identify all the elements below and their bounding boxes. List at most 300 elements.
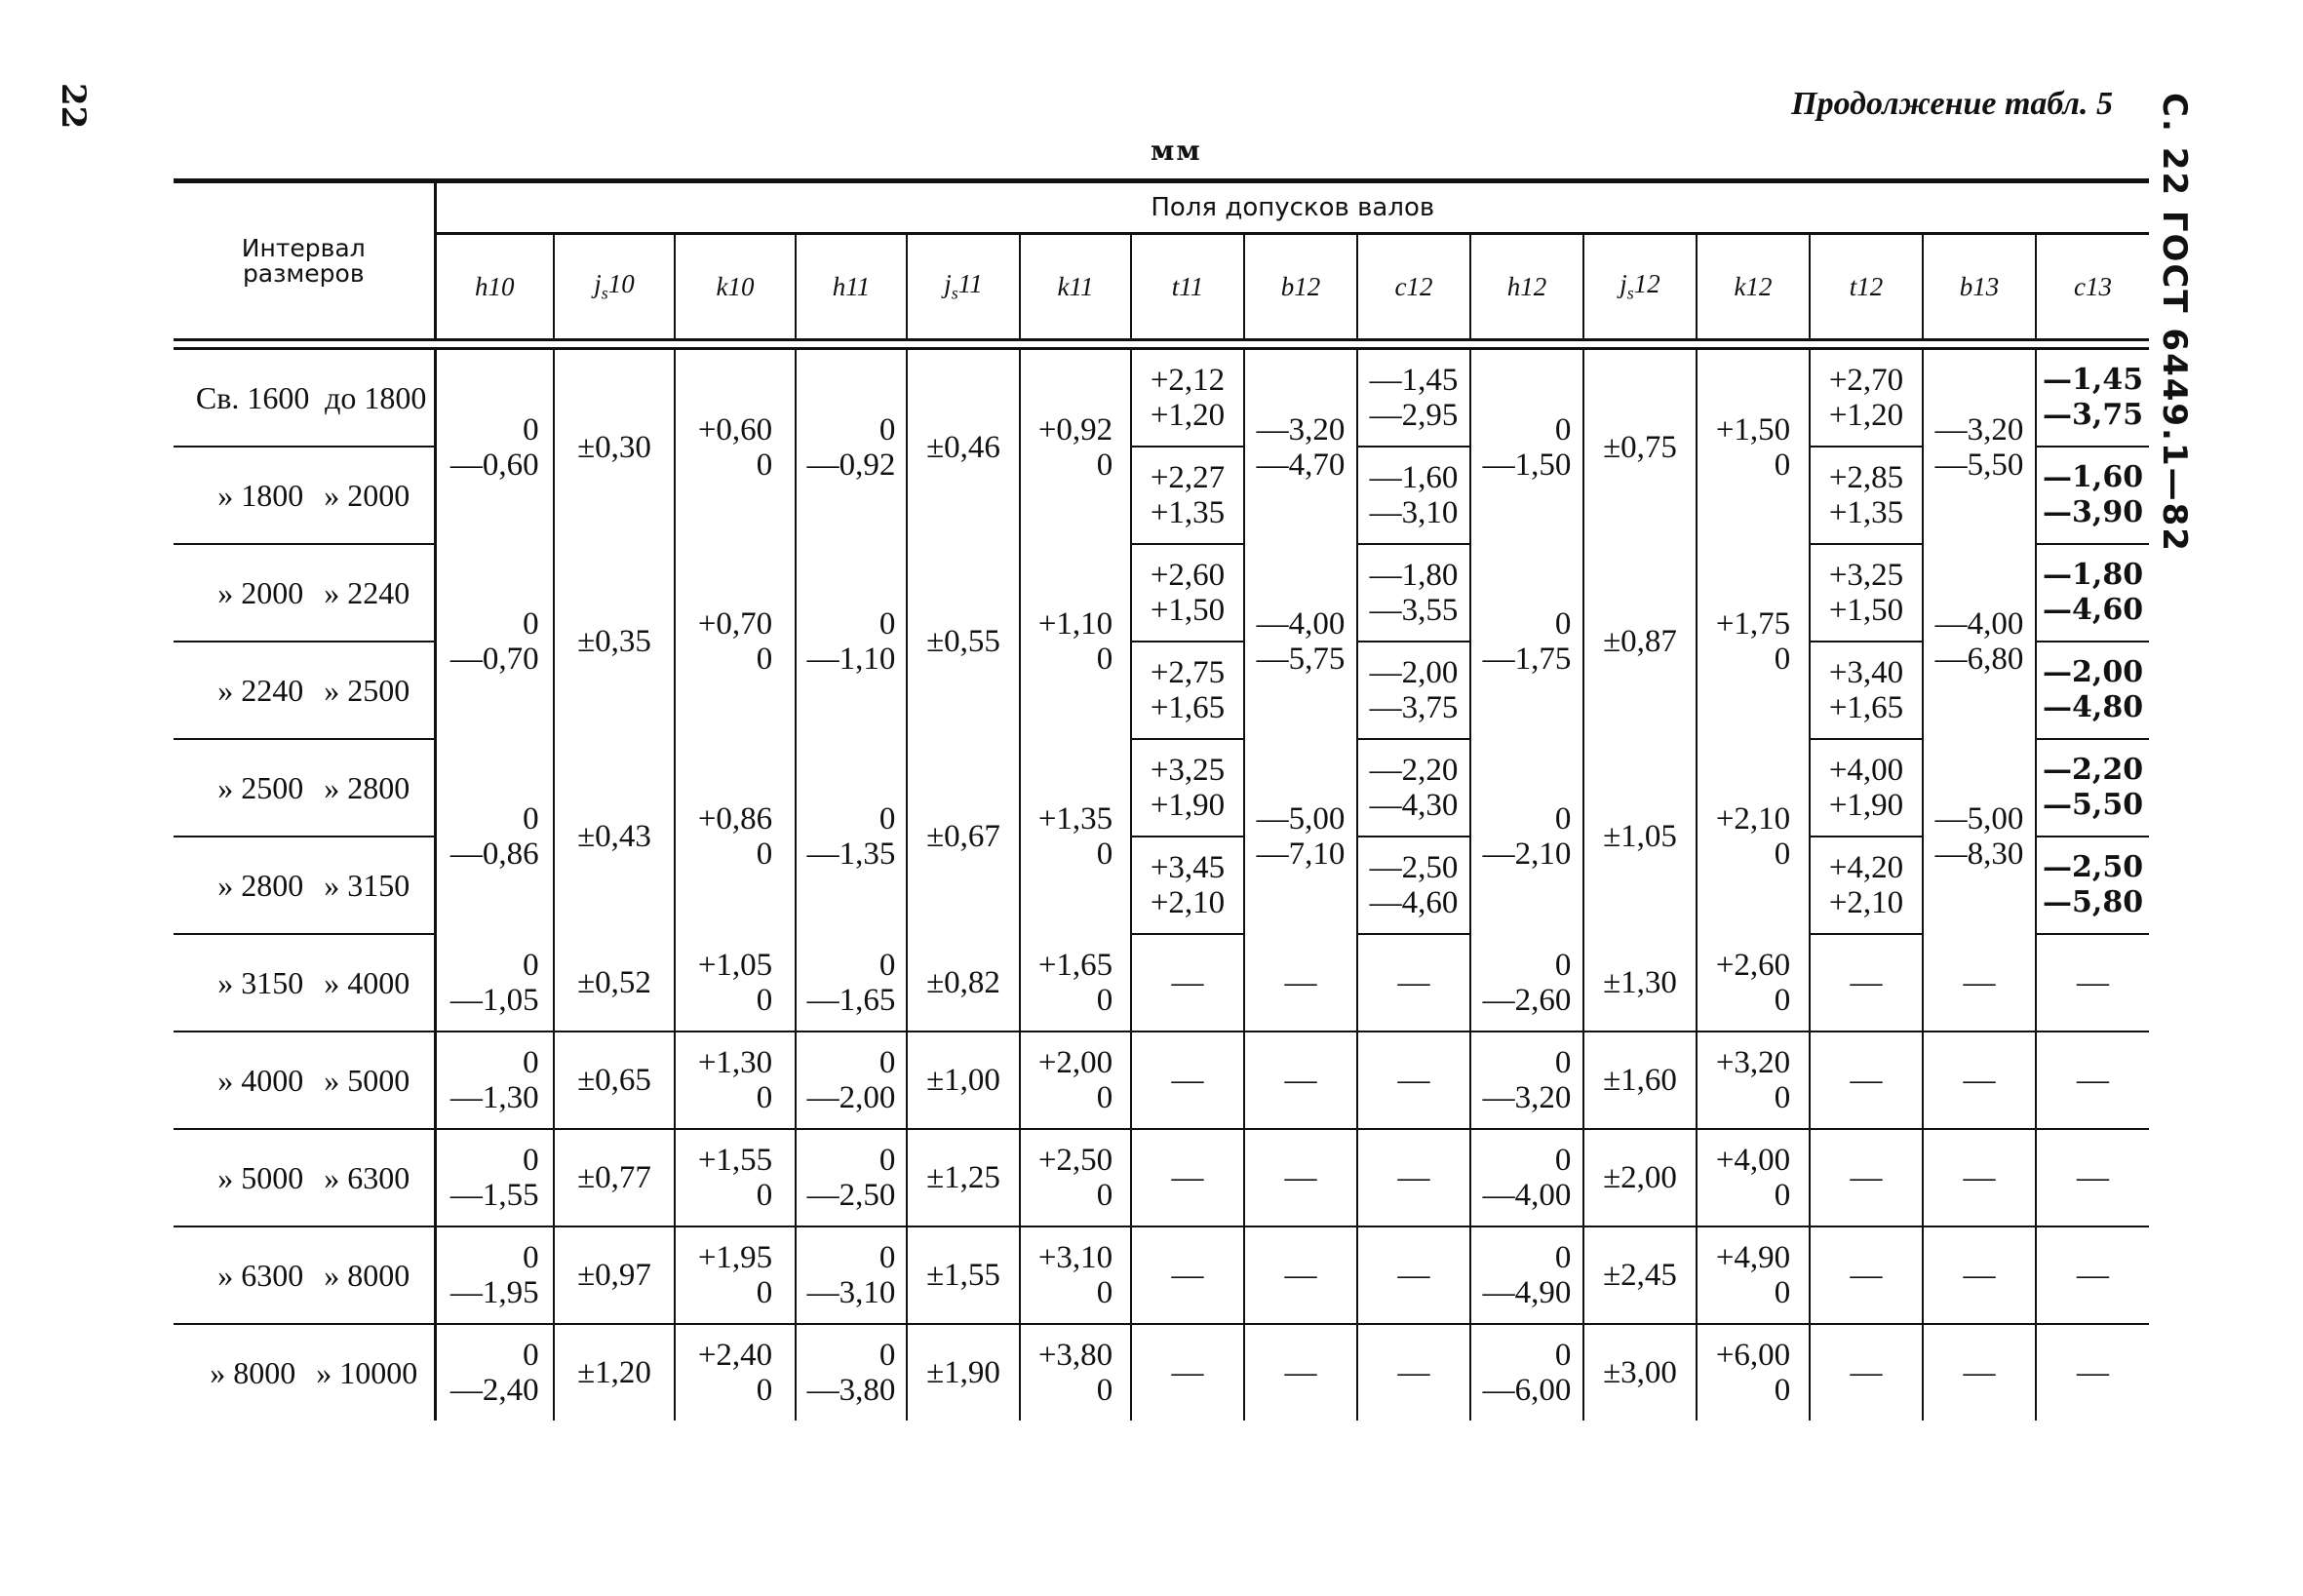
- cell-k12-value-line-1: +1,50: [1715, 411, 1791, 448]
- column-header-k11: k11: [1020, 234, 1131, 340]
- cell-k10-value-line-2: 0: [756, 1373, 773, 1408]
- cell-k12-value: [1716, 1143, 1790, 1213]
- cell-k12-value: [1716, 1338, 1790, 1408]
- cell-k11: [1020, 739, 1131, 934]
- cell-h12-value-line-2: —6,00: [1482, 1373, 1572, 1408]
- cell-k11-value-line-2: 0: [1096, 1275, 1113, 1310]
- interval-header-line-1: Интервал: [241, 233, 366, 262]
- cell-h10-value-line-2: —1,95: [449, 1275, 539, 1310]
- cell-js12: ±1,60: [1583, 1032, 1697, 1129]
- cell-h10: [435, 544, 554, 739]
- column-header-b12: b12: [1244, 234, 1357, 340]
- cell-h11-value: [807, 1240, 896, 1310]
- size-interval: [174, 739, 435, 837]
- cell-h12-value-line-2: —1,50: [1482, 447, 1572, 483]
- size-interval-to: » 5000: [324, 1062, 410, 1098]
- cell-h12-value: [1483, 1338, 1572, 1408]
- cell-c12-upper-value-line-2: —3,55: [1369, 593, 1459, 628]
- cell-h12-value: [1483, 412, 1572, 483]
- cell-js11: ±1,00: [907, 1032, 1020, 1129]
- cell-t12: —: [1810, 934, 1923, 1032]
- cell-k11-value: [1038, 948, 1112, 1018]
- cell-t11-upper-value-line-2: +1,50: [1150, 593, 1226, 628]
- column-header-k12: k12: [1697, 234, 1810, 340]
- size-interval-from: » 1800: [217, 477, 304, 513]
- cell-k11-value-line-2: 0: [1096, 1373, 1113, 1408]
- cell-js12: ±0,75: [1583, 349, 1697, 545]
- cell-c13-upper-value-line-1: —1,45: [2043, 363, 2144, 397]
- cell-k11: [1020, 544, 1131, 739]
- cell-b13: [1923, 544, 2036, 739]
- size-interval: [174, 349, 435, 448]
- cell-t12-lower-value-line-2: +2,10: [1828, 885, 1904, 920]
- cell-c12-lower-value-line-1: —1,60: [1369, 460, 1459, 495]
- cell-h12-value-line-2: —4,00: [1482, 1178, 1572, 1213]
- cell-h11: [796, 1032, 907, 1129]
- cell-c13-lower-value: [2043, 850, 2143, 920]
- cell-k12-value: [1716, 1240, 1790, 1310]
- cell-h10-value-line-1: 0: [523, 1143, 539, 1178]
- cell-t12-lower-value-line-2: +1,65: [1828, 690, 1904, 725]
- cell-k12-value-line-1: +3,20: [1715, 1045, 1791, 1080]
- cell-k10-value-line-1: +1,05: [697, 947, 773, 983]
- cell-h10-value-line-2: —1,55: [449, 1178, 539, 1213]
- cell-k12-value-line-1: +2,60: [1715, 947, 1791, 983]
- cell-t12-lower-value: [1829, 850, 1903, 920]
- cell-t11-lower-value-line-2: +1,35: [1150, 495, 1226, 530]
- cell-b12: —: [1244, 934, 1357, 1032]
- cell-b13: —: [1923, 1226, 2036, 1324]
- cell-h12-value: [1483, 1143, 1572, 1213]
- cell-b13-value: [1935, 606, 2024, 677]
- cell-h10: [435, 1032, 554, 1129]
- cell-t12-lower-value-line-1: +3,40: [1828, 655, 1904, 690]
- cell-k12-value-line-2: 0: [1774, 1178, 1791, 1213]
- cell-c12-lower-value-line-2: —4,60: [1369, 885, 1459, 920]
- cell-k10-value-line-2: 0: [756, 447, 773, 483]
- cell-k11-value-line-1: +0,92: [1037, 411, 1113, 448]
- cell-t11-upper: [1131, 349, 1244, 448]
- cell-k12-value-line-2: 0: [1774, 837, 1791, 872]
- cell-k10: [675, 934, 796, 1032]
- cell-b12: [1244, 739, 1357, 934]
- cell-k11-value-line-2: 0: [1096, 982, 1113, 1018]
- cell-h12-value-line-2: —2,10: [1482, 837, 1572, 872]
- cell-js10: ±0,30: [554, 349, 675, 545]
- cell-h12: [1470, 1226, 1583, 1324]
- cell-k12: [1697, 1129, 1810, 1226]
- cell-h12-value-line-1: 0: [1554, 1045, 1572, 1080]
- cell-h11-value-line-2: —1,35: [806, 837, 896, 872]
- cell-c13-upper-value-line-1: —1,80: [2043, 558, 2144, 592]
- cell-h10-value-line-1: 0: [523, 411, 539, 448]
- cell-h11: [796, 349, 907, 545]
- cell-k10: [675, 544, 796, 739]
- cell-k10-value-line-1: +0,86: [697, 801, 773, 837]
- cell-k12: [1697, 1226, 1810, 1324]
- cell-c13-lower-value-line-1: —2,00: [2043, 655, 2144, 689]
- column-header-k10: k10: [675, 234, 796, 340]
- cell-h11-value-line-1: 0: [878, 1338, 896, 1373]
- cell-js10: ±0,43: [554, 739, 675, 934]
- column-header-h10: h10: [475, 271, 515, 301]
- cell-b12-value: [1257, 412, 1346, 483]
- cell-h11-value: [807, 1338, 896, 1408]
- cell-c13-upper-value-line-2: —5,50: [2043, 788, 2144, 822]
- cell-b12: —: [1244, 1226, 1357, 1324]
- table-row: [174, 349, 2149, 448]
- cell-t11-upper: [1131, 739, 1244, 837]
- cell-h10-value: [450, 1143, 539, 1213]
- column-header-js12: $j_s12$: [1583, 234, 1697, 340]
- cell-c13-upper: [2036, 349, 2149, 448]
- cell-c13-lower-value: [2043, 655, 2143, 725]
- cell-k11-value-line-1: +3,80: [1037, 1338, 1113, 1373]
- cell-k11-value-line-1: +1,10: [1037, 606, 1113, 642]
- size-interval-from: » 6300: [217, 1257, 304, 1293]
- cell-h12: [1470, 934, 1583, 1032]
- cell-b12-value-line-1: —3,20: [1256, 411, 1346, 448]
- cell-h11-value: [807, 1045, 896, 1115]
- column-header-row: [174, 234, 2149, 340]
- cell-c13-upper: [2036, 739, 2149, 837]
- size-interval-to: до 1800: [325, 379, 427, 415]
- cell-c13-lower: [2036, 447, 2149, 544]
- cell-c13: —: [2036, 1226, 2149, 1324]
- cell-k11: [1020, 349, 1131, 545]
- cell-t11-lower-value-line-2: +2,10: [1150, 885, 1226, 920]
- cell-h11-value: [807, 1143, 896, 1213]
- size-interval: [174, 934, 435, 1032]
- size-interval-from: » 8000: [210, 1354, 296, 1390]
- column-header-b13: b13: [1923, 234, 2036, 340]
- cell-js12: ±2,00: [1583, 1129, 1697, 1226]
- cell-t12: —: [1810, 1324, 1923, 1421]
- cell-h11-value-line-1: 0: [878, 606, 896, 642]
- size-interval-from: » 2500: [217, 769, 304, 805]
- column-header-c12: c12: [1357, 234, 1470, 340]
- cell-b13: [1923, 349, 2036, 545]
- cell-c13-lower-value-line-1: —2,50: [2043, 850, 2144, 884]
- cell-c13-lower-value-line-1: —1,60: [2043, 460, 2144, 494]
- cell-js11: ±0,82: [907, 934, 1020, 1032]
- size-interval-from: » 2800: [217, 867, 304, 903]
- cell-t11-upper: [1131, 544, 1244, 642]
- size-interval: [174, 1032, 435, 1129]
- document-side-title: С. 22 ГОСТ 6449.1—82: [2155, 93, 2194, 553]
- cell-t12: —: [1810, 1032, 1923, 1129]
- cell-k12-value-line-1: +1,75: [1715, 606, 1791, 642]
- cell-h12: [1470, 1324, 1583, 1421]
- cell-h10-value-line-2: —0,60: [449, 447, 539, 483]
- size-interval-to: » 3150: [324, 867, 410, 903]
- cell-t12-lower-value-line-1: +2,85: [1828, 460, 1904, 495]
- cell-k11-value-line-1: +2,50: [1037, 1143, 1113, 1178]
- cell-h12-value-line-2: —3,20: [1482, 1080, 1572, 1115]
- cell-b12-value-line-2: —7,10: [1256, 837, 1346, 872]
- cell-h11-value-line-2: —0,92: [806, 447, 896, 483]
- cell-k12-value-line-2: 0: [1774, 447, 1791, 483]
- cell-t12-lower-value: [1829, 460, 1903, 530]
- cell-c13: —: [2036, 1032, 2149, 1129]
- cell-js10: ±0,65: [554, 1032, 675, 1129]
- cell-t12-lower-value-line-2: +1,35: [1828, 495, 1904, 530]
- cell-k12-value-line-2: 0: [1774, 982, 1791, 1018]
- cell-h12: [1470, 1129, 1583, 1226]
- size-interval: [174, 1324, 435, 1421]
- cell-t12-upper-value-line-1: +3,25: [1828, 558, 1904, 593]
- cell-h10: [435, 739, 554, 934]
- size-interval: [174, 447, 435, 544]
- cell-h12: [1470, 1032, 1583, 1129]
- cell-k10-value: [698, 948, 772, 1018]
- cell-k11: [1020, 1129, 1131, 1226]
- column-header-h11: h11: [796, 234, 907, 340]
- cell-t11: —: [1131, 1324, 1244, 1421]
- cell-h12-value-line-1: 0: [1554, 1338, 1572, 1373]
- cell-t11-upper-value-line-2: +1,20: [1150, 398, 1226, 433]
- cell-c13-upper-value-line-1: —2,20: [2043, 753, 2144, 787]
- cell-b12: —: [1244, 1032, 1357, 1129]
- cell-h12-value-line-1: 0: [1554, 1143, 1572, 1178]
- tolerance-table: [174, 178, 2149, 1421]
- cell-js12: ±2,45: [1583, 1226, 1697, 1324]
- cell-c12-lower-value-line-1: —2,50: [1369, 850, 1459, 885]
- cell-t12-upper-value: [1829, 753, 1903, 823]
- cell-k11-value: [1038, 1240, 1112, 1310]
- cell-t11-lower: [1131, 837, 1244, 934]
- cell-h12-value: [1483, 948, 1572, 1018]
- cell-b13: [1923, 739, 2036, 934]
- cell-c12-upper: [1357, 739, 1470, 837]
- cell-h11-value: [807, 801, 896, 872]
- cell-k12-value-line-2: 0: [1774, 1275, 1791, 1310]
- cell-k10: [675, 1129, 796, 1226]
- cell-t11-lower-value-line-1: +2,75: [1150, 655, 1226, 690]
- cell-t12-lower: [1810, 837, 1923, 934]
- cell-h11: [796, 544, 907, 739]
- cell-k10-value-line-2: 0: [756, 982, 773, 1018]
- cell-k11-value-line-1: +3,10: [1037, 1240, 1113, 1275]
- cell-h12-value-line-1: 0: [1554, 1240, 1572, 1275]
- size-interval-from: » 4000: [217, 1062, 304, 1098]
- cell-b13-value-line-2: —8,30: [1934, 837, 2024, 872]
- size-interval-from: » 5000: [217, 1159, 304, 1195]
- size-interval-to: » 2000: [324, 477, 410, 513]
- cell-h10-value-line-1: 0: [523, 947, 539, 983]
- cell-k11-value-line-2: 0: [1096, 642, 1113, 677]
- cell-h11: [796, 934, 907, 1032]
- cell-c13-lower-value-line-2: —5,80: [2043, 885, 2144, 919]
- cell-h12-value-line-2: —4,90: [1482, 1275, 1572, 1310]
- cell-k12: [1697, 1032, 1810, 1129]
- size-interval-from: » 2000: [217, 574, 304, 610]
- cell-h11-value-line-2: —2,00: [806, 1080, 896, 1115]
- table-continuation-caption: Продолжение табл. 5: [1791, 86, 2113, 122]
- cell-h11-value-line-1: 0: [878, 1143, 896, 1178]
- cell-k12-value-line-1: +4,90: [1715, 1240, 1791, 1275]
- cell-k10-value-line-1: +1,95: [697, 1240, 773, 1275]
- table-row: [174, 934, 2149, 1032]
- size-interval-to: » 2240: [324, 574, 410, 610]
- cell-k10: [675, 349, 796, 545]
- cell-h10-value: [450, 1240, 539, 1310]
- size-interval: [174, 1226, 435, 1324]
- cell-k11-value-line-1: +1,35: [1037, 801, 1113, 837]
- cell-k11-value: [1038, 1143, 1112, 1213]
- cell-c12-upper-value: [1370, 753, 1459, 823]
- cell-js11: ±1,90: [907, 1324, 1020, 1421]
- cell-t11-lower-value-line-1: +3,45: [1150, 850, 1226, 885]
- table-row: [174, 739, 2149, 837]
- cell-k11-value: [1038, 412, 1112, 483]
- cell-h10-value-line-1: 0: [523, 606, 539, 642]
- cell-k12-value-line-1: +2,10: [1715, 801, 1791, 837]
- cell-t11-upper-value: [1151, 558, 1225, 628]
- cell-h10-value-line-1: 0: [523, 1338, 539, 1373]
- cell-k10: [675, 1324, 796, 1421]
- size-interval-to: » 4000: [324, 964, 410, 1000]
- cell-t11-upper-value-line-2: +1,90: [1150, 788, 1226, 823]
- cell-t12: —: [1810, 1226, 1923, 1324]
- cell-k12: [1697, 934, 1810, 1032]
- cell-h10-value-line-2: —2,40: [449, 1373, 539, 1408]
- cell-b12-value: [1257, 801, 1346, 872]
- cell-t12-upper-value-line-2: +1,50: [1828, 593, 1904, 628]
- cell-b12: [1244, 544, 1357, 739]
- cell-c13-upper: [2036, 544, 2149, 642]
- cell-k10-value-line-1: +1,55: [697, 1143, 773, 1178]
- cell-b13: —: [1923, 934, 2036, 1032]
- cell-k10-value-line-2: 0: [756, 1080, 773, 1115]
- cell-h12-value-line-1: 0: [1554, 411, 1572, 448]
- cell-t11-upper-value: [1151, 753, 1225, 823]
- cell-k12-value: [1716, 412, 1790, 483]
- cell-c12: —: [1357, 934, 1470, 1032]
- cell-k10: [675, 1032, 796, 1129]
- cell-c12-lower-value-line-2: —3,75: [1369, 690, 1459, 725]
- cell-t11: —: [1131, 934, 1244, 1032]
- interval-header: [174, 181, 435, 340]
- table-row: [174, 1032, 2149, 1129]
- cell-t12-lower: [1810, 642, 1923, 739]
- cell-h12-value: [1483, 801, 1572, 872]
- cell-b13: —: [1923, 1032, 2036, 1129]
- page-number: 22: [54, 83, 93, 130]
- cell-c12-upper-value-line-1: —2,20: [1369, 753, 1459, 788]
- cell-h11-value-line-2: —3,80: [806, 1373, 896, 1408]
- size-interval-from: » 3150: [217, 964, 304, 1000]
- cell-c13: —: [2036, 1129, 2149, 1226]
- cell-c12-lower-value-line-1: —2,00: [1369, 655, 1459, 690]
- cell-k11-value-line-2: 0: [1096, 837, 1113, 872]
- cell-k12-value-line-1: +6,00: [1715, 1338, 1791, 1373]
- cell-t11-lower-value: [1151, 850, 1225, 920]
- cell-k11: [1020, 1032, 1131, 1129]
- cell-b12-value-line-2: —4,70: [1256, 447, 1346, 483]
- cell-k10-value: [698, 1240, 772, 1310]
- cell-k12: [1697, 544, 1810, 739]
- cell-c13: —: [2036, 1324, 2149, 1421]
- cell-js11: ±1,55: [907, 1226, 1020, 1324]
- cell-k12-value-line-2: 0: [1774, 1373, 1791, 1408]
- cell-b13-value: [1935, 412, 2024, 483]
- size-interval-from: Св. 1600: [195, 379, 310, 415]
- cell-t12-lower-value-line-1: +4,20: [1828, 850, 1904, 885]
- cell-c12-upper-value: [1370, 558, 1459, 628]
- cell-h11-value-line-2: —2,50: [806, 1178, 896, 1213]
- cell-t12-upper-value-line-2: +1,20: [1828, 398, 1904, 433]
- cell-h11-value-line-1: 0: [878, 947, 896, 983]
- cell-b12-value-line-2: —5,75: [1256, 642, 1346, 677]
- cell-h10-value-line-2: —1,05: [449, 982, 539, 1018]
- cell-h10-value-line-2: —0,86: [449, 837, 539, 872]
- cell-k12-value: [1716, 801, 1790, 872]
- cell-k10-value-line-1: +1,30: [697, 1045, 773, 1080]
- cell-k12: [1697, 1324, 1810, 1421]
- cell-js12: ±1,30: [1583, 934, 1697, 1032]
- cell-h10: [435, 1226, 554, 1324]
- cell-k11-value-line-2: 0: [1096, 1178, 1113, 1213]
- cell-t12-upper: [1810, 739, 1923, 837]
- cell-t12-upper-value-line-1: +2,70: [1828, 363, 1904, 398]
- cell-h10-value-line-2: —1,30: [449, 1080, 539, 1115]
- cell-t11-lower-value: [1151, 655, 1225, 725]
- cell-k10-value: [698, 801, 772, 872]
- cell-k10-value-line-1: +2,40: [697, 1338, 773, 1373]
- cell-h12-value: [1483, 1045, 1572, 1115]
- table-row: [174, 1129, 2149, 1226]
- cell-t11-upper-value: [1151, 363, 1225, 433]
- cell-c12-lower: [1357, 642, 1470, 739]
- size-interval-from: » 2240: [217, 672, 304, 708]
- cell-js10: ±0,97: [554, 1226, 675, 1324]
- group-header: Поля допусков валов: [435, 181, 2149, 234]
- cell-k10-value-line-1: +0,60: [697, 411, 773, 448]
- cell-k12-value: [1716, 948, 1790, 1018]
- column-header-t12: t12: [1810, 234, 1923, 340]
- cell-h10: [435, 1129, 554, 1226]
- cell-h12-value-line-1: 0: [1554, 606, 1572, 642]
- cell-k10-value-line-1: +0,70: [697, 606, 773, 642]
- cell-t11: —: [1131, 1226, 1244, 1324]
- cell-k11-value: [1038, 801, 1112, 872]
- cell-k11-value: [1038, 606, 1112, 677]
- cell-t11-lower-value-line-1: +2,27: [1150, 460, 1226, 495]
- cell-t12-upper: [1810, 544, 1923, 642]
- cell-k11-value-line-2: 0: [1096, 447, 1113, 483]
- cell-t11-lower: [1131, 447, 1244, 544]
- table-row: [174, 544, 2149, 642]
- cell-b13-value-line-1: —3,20: [1934, 411, 2024, 448]
- cell-t12-lower-value: [1829, 655, 1903, 725]
- cell-t11-lower: [1131, 642, 1244, 739]
- cell-h12-value: [1483, 1240, 1572, 1310]
- cell-c12: —: [1357, 1032, 1470, 1129]
- cell-k10-value: [698, 1143, 772, 1213]
- cell-t11-upper-value-line-1: +2,60: [1150, 558, 1226, 593]
- cell-c12-lower-value-line-2: —3,10: [1369, 495, 1459, 530]
- cell-b13-value: [1935, 801, 2024, 872]
- cell-t11-upper-value-line-1: +2,12: [1150, 363, 1226, 398]
- cell-b12-value: [1257, 606, 1346, 677]
- cell-js10: ±0,77: [554, 1129, 675, 1226]
- cell-c13-lower-value-line-2: —3,90: [2043, 495, 2144, 529]
- cell-h10-value-line-1: 0: [523, 1045, 539, 1080]
- column-header-h12: h12: [1470, 234, 1583, 340]
- cell-h10: [435, 934, 554, 1032]
- cell-h10-value: [450, 1045, 539, 1115]
